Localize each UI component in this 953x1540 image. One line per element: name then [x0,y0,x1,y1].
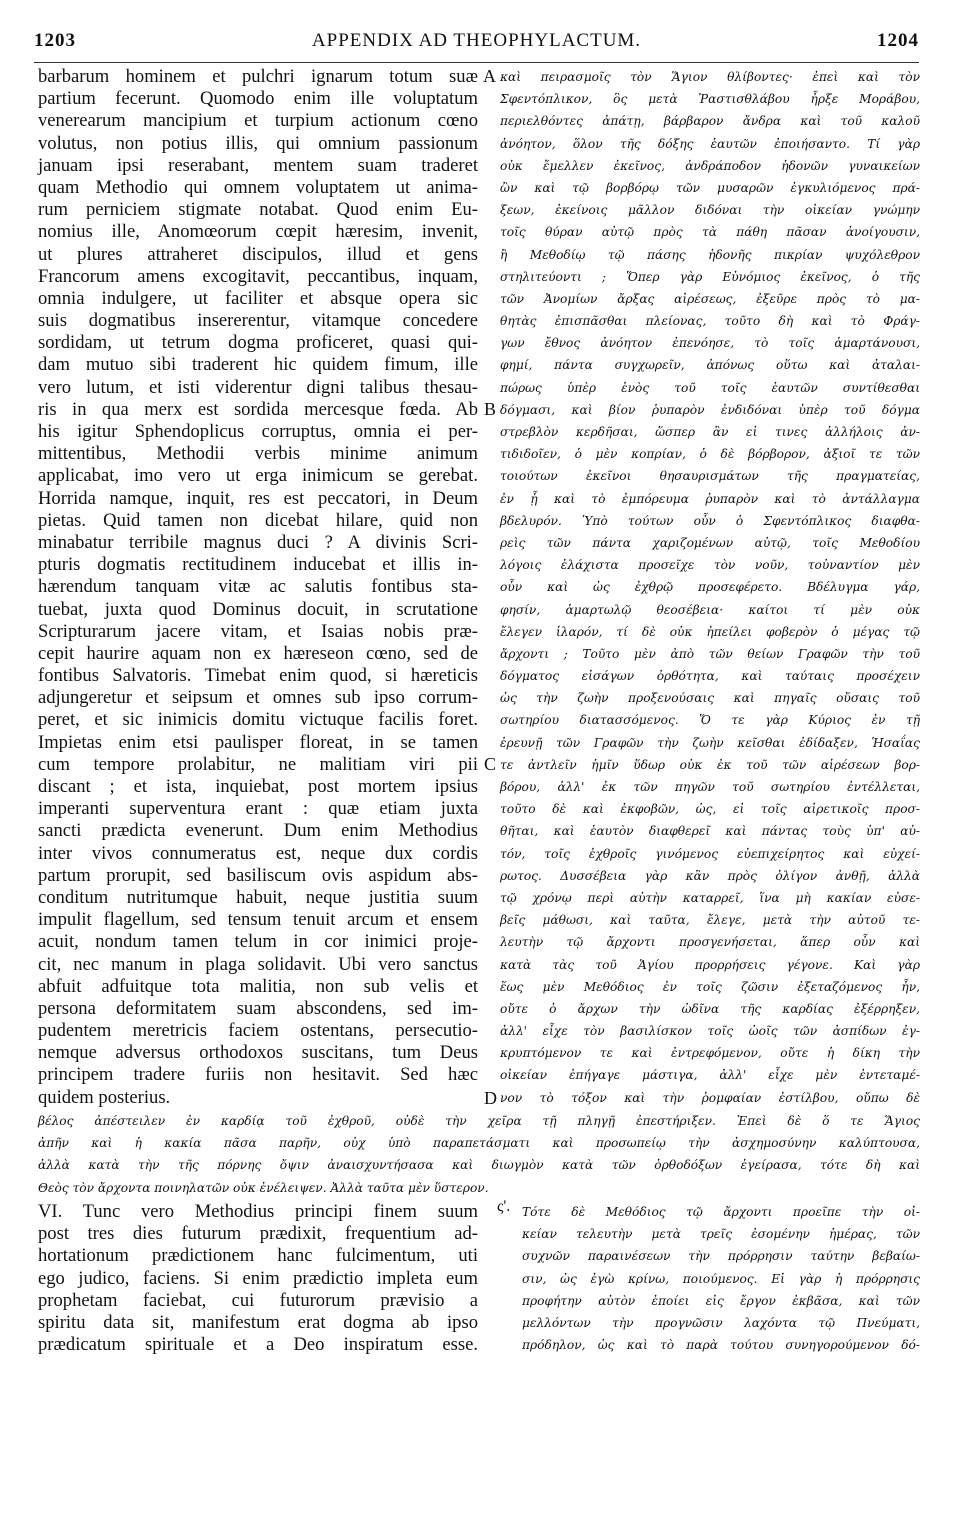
latin-line: his igitur Sphendoplicus corruptus, omnia ei per- [38,421,478,442]
latin-line: hortationum prædictionem hanc fulcimentum, uti [38,1245,478,1267]
greek-line: θητὰς ἐπισπᾶσθαι πλείονας, τοῦτο δὴ καὶ τὸ Φράγ- [500,314,920,329]
latin-line: principem tradere furiis non hesitavit. Sed hæc [38,1064,478,1086]
running-title: APPENDIX AD THEOPHYLACTUM. [311,30,642,51]
greek-line: ξεων, ἐκείνοις μᾶλλον διδόναι τὴν οἰκείαν γνώμην [500,203,920,218]
greek-line: πρόδηλον, ὡς καὶ τὸ παρὰ τούτου συνηγορούμενον δό- [522,1338,920,1353]
latin-line: imperanti superventura erant : quæ etiam juxta [38,798,478,820]
greek-line: Θεὸς τὸν ἄρχοντα ποινηλατῶν οὐκ ἐνέλειψεν. Ἀλλὰ ταῦτα μὲν ὕστερον. [38,1180,489,1195]
greek-line: συχνῶν παραινέσεων τὴν πρόρρησιν ταύτην βεβαίω- [522,1249,920,1264]
greek-line: ρωτος. Δυσσέβεια γὰρ κἂν πρὸς ὀλίγον ἀνθῇ, ἀλλὰ [500,868,920,883]
greek-line: τῷ χρόνῳ περὶ αὐτὴν καταρρεῖ, ἵνα μὴ κακίαν εὐσε- [500,890,920,905]
greek-line: δόγμασι, καὶ βίον ῥυπαρὸν ἐνδιδόναι ὑπὲρ τοῦ δόγμα [500,402,920,417]
greek-line: τοιούτων ἐκεῖνοι θησαυρισμάτων τῆς πραγματείας, [500,469,920,484]
latin-line: post tres dies futurum prædixit, frequentium ad- [38,1223,478,1245]
latin-line: spiritu data sit, manifestum erat dogma ab ipso [38,1311,478,1333]
latin-line: impulit flagellum, sed tensum tenuit arcum et ensem [38,909,478,931]
greek-line: φησίν, ἁμαρτωλῷ θεοσέβεια· καίτοι τί μὲν οὐκ [500,602,920,617]
greek-line: τῶν Ἀνομίων ἄρξας αἱρέσεως, ἐξεῦρε πρὸς τὸ μα- [500,291,920,306]
greek-line: βόρου, ἀλλ' ἐκ τῶν πηγῶν τοῦ σωτηρίου ἐντέλλεται, [500,780,920,794]
latin-line: venerearum mancipium et turpium actionum cœno [38,110,478,132]
latin-line: dam mutuo sibi traderent hic quidem fimum, ille [38,354,478,376]
latin-line: persona deformitatem suam abscondens, sed im- [38,997,478,1019]
greek-line: βεῖς μάθωσι, καὶ ταῦτα, ἔλεγε, μετὰ τὴν αὐτοῦ τε- [500,913,920,928]
latin-line: prophetam faciebat, cui futurorum prævisio a [38,1289,478,1311]
latin-line: adjungeretur et seipsum et omnes sub ipso corrum- [38,687,478,709]
latin-line: sordidam, ut tetrum dogma proficeret, quasi qui- [38,332,478,354]
greek-line: σωτηρίου διατασσόμενος. Ὅ τε γὰρ Κύριος ἐν τῇ [500,713,920,728]
greek-line: ἕως μὲν Μεθόδιος ἐν τοῖς ζῶσιν ἐξεταζόμενος ἦν, [500,979,920,994]
latin-line: Horrida namque, inquit, res est peccatori, in Deum [38,487,478,509]
greek-line: ἀλλὰ κατὰ τὴν τῆς πόρνης ὄψιν ἀναισχυντήσασα καὶ διωγμὸν κατὰ τῶν ὀρθοδόξων ἐγείρασα, τότε δὴ καὶ [38,1158,920,1173]
latin-line: ris in qua merx est sordida mercesque fœda. Ab [38,398,478,420]
section-mark: ς'. [497,1198,511,1215]
greek-column-top [500,66,920,1109]
greek-line: θῆται, καὶ ἑαυτὸν διαφθερεῖ καὶ πάντας τοὺς ὑπ' αὐ- [500,824,920,839]
latin-line: Francorum amens excogitavit, peccantibus, inquam, [38,265,478,287]
latin-line: cepit haurire aquam non ex hæreseon cœno, sed de [38,642,478,664]
latin-line: barbarum hominem et pulchri ignarum totum suæ [38,66,478,87]
header-rule [34,62,919,63]
latin-line: rum perniciem stigmate notabat. Quod enim Eu- [38,199,478,221]
latin-line: Impietas enim etsi paulisper floreat, in se tamen [38,731,478,753]
greek-line: ἐν ᾗ καὶ τὸ ἐμπόρευμα ῥυπαρὸν καὶ τὸ ἀντάλλαγμα [500,491,920,506]
latin-line: Scripturarum jacere vitam, et Isaias nobis præ- [38,620,478,642]
latin-line: suis dogmatibus insererentur, vitamque concedere [38,310,478,332]
latin-line: pudentem meretricis faciem ostentans, persecutio- [38,1020,478,1042]
greek-line: πώρως ὑπὲρ ἑνὸς τοῦ τοῖς ἑαυτῶν συντίθεσθαι [500,380,920,395]
latin-line: peret, et sic inimicis domitu victuque facilis foret. [38,709,478,731]
latin-line: nomius ille, Anomœorum cœpit hæresim, invenit, [38,221,478,243]
greek-line: στρεβλὸν κερδῆσαι, ὥσπερ ἂν εἰ τινες ἀλλήλοις ἀν- [500,425,920,439]
greek-line: ἔλεγεν ἱλαρόν, τί δὲ οὐκ ἠπείλει φοβερὸν ὁ μέγας τῷ [500,624,920,639]
latin-line: cum tempore prolabitur, ne malitiam viri pii [38,753,478,775]
latin-line: vero lutum, et isti viderentur digni talibus thesau- [38,376,478,398]
greek-line: οὔτε ὁ ἄρχων τὴν ὠδῖνα τῆς καρδίας ἐξέρρηξεν, [500,1001,920,1016]
greek-line: στηλιτεύοντι ; Ὅπερ γὰρ Εὐνόμιος ἐκεῖνος, ὁ τῆς [500,269,920,284]
greek-line: σιν, ὡς ἐγὼ κρίνω, ποιούμενος. Εἰ γὰρ ἡ πρόρρησις [522,1271,920,1286]
greek-line: βέλος ἀπέστειλεν ἐν καρδίᾳ τοῦ ἐχθροῦ, οὐδὲ τὴν χεῖρα τῇ πληγῇ ἐπεστήριξεν. Ἐπεὶ δὲ ὅ τε Ἅγιος [38,1114,920,1128]
greek-line: ὡς τὴν ζωὴν προξενούσαις καὶ πηγαῖς οὔσαις τοῦ [500,691,920,706]
latin-line: VI. Tunc vero Methodius principi finem suum [38,1201,478,1222]
greek-line: λευτὴν τῷ ἄρχοντι προσγενήσεται, ἅπερ οὖν καὶ [500,935,920,950]
greek-line: οἰκείαν ἐπήγαγε μάστιγα, ἀλλ' εἶχε μὲν ἐντεταμέ- [500,1068,920,1083]
greek-line: δόγματος εἰσάγων ὀρθότητα, καὶ ταύταις προσέχειν [500,669,920,684]
latin-line: cit, nec manum in plaga solidavit. Ubi vero sanctus [38,953,478,975]
latin-line: applicabat, imo vero ut erga inimicum se gerebat. [38,465,478,487]
latin-line: omnia indulgere, ut faciliter et absque opera sic [38,287,478,309]
greek-line: ἢ Μεθοδίῳ τῷ πάσης ἡδονῆς πικρίαν ψυχόλεθρον [500,247,920,262]
greek-line: γων ἔθνος ἀνόητον ἐπενόησε, τὸ τοῖς ἁμαρτάνουσι, [500,336,920,351]
latin-line: conditum nutritumque habuit, neque justitia suum [38,886,478,908]
greek-column-bottom [522,1201,920,1356]
latin-line: hærendum tanquam vitæ ac salutis fontibus sta- [38,576,478,598]
greek-line: ἄρχοντι ; Τοῦτο μὲν ἀπὸ τῶν θείων Γραφῶν τὴν τοῦ [500,646,920,661]
greek-line: ἀλλ' εἶχε τὸν βασιλίσκον τοῖς ὠοῖς τῶν ἀσπίδων ἐγ- [500,1024,920,1039]
greek-line: οὖν καὶ ὡς ἐχθρῷ προσεφέρετο. Βδέλυγμα γάρ, [500,580,920,595]
greek-line: καὶ πειρασμοῖς τὸν Ἅγιον θλίβοντες· ἐπεὶ καὶ τὸν [500,70,920,84]
greek-line: κρυπτόμενον τε καὶ ἐντρεφόμενον, οὔτε ἡ δίκη τὴν [500,1046,920,1061]
greek-line: τοῦτο δὲ καὶ ἐκφοβῶν, ὡς, εἰ τοῖς αἱρετικοῖς προσ- [500,802,920,817]
latin-line: abfuit adfuitque tota malitia, non sub velis et [38,975,478,997]
margin-marker-d: D [484,1088,497,1108]
page-number-right: 1204 [877,30,919,51]
latin-line: quam Methodio qui omnem voluptatem ut anima- [38,176,478,198]
latin-line: ego judico, faciens. Si enim prædictio impleta eum [38,1267,478,1289]
greek-line: κατὰ τὰς τοῦ Ἁγίου προρρήσεις γέγονε. Καὶ γὰρ [500,957,920,972]
latin-line: volutus, non potius illis, qui omnium passionum [38,132,478,154]
greek-line: ἀπῆν καὶ ἡ κακία πᾶσα παρῆν, οὐχ ὑπὸ παραπετάσματι καὶ προσωπείῳ τὴν ἀσχημοσύνην καλύπτουσα, [38,1136,920,1151]
latin-line: mittentibus, Methodii verbis minime animum [38,443,478,465]
greek-line: ἀνόητον, ὅλον τῆς δόξης ἑαυτῶν ἐποιήσαντο. Τί γὰρ [500,136,920,151]
greek-line: τε ἀντλεῖν ἡμῖν ὕδωρ οὐκ ἐκ τοῦ τῶν αἱρέσεων βορ- [500,757,920,772]
latin-line: tuebat, juxta quod Dominus docuit, in scrutatione [38,598,478,620]
greek-line: λόγοις ἐλάχιστα προσεῖχε τὸν νοῦν, τοὐναντίον μὲν [500,558,920,573]
latin-line: partum prorupit, sed basiliscum ovis aspidum abs- [38,864,478,886]
greek-line: τόν, τοῖς ἐχθροῖς γινόμενος εὐεπιχείρητος καὶ εὐχεί- [500,846,920,861]
greek-line: τοῖς θύραν αὐτῷ πρὸς τὰ πάθη πᾶσαν ἀνοίγουσιν, [500,225,920,240]
latin-line: inter vivos connumeratus est, neque dux cordis [38,842,478,864]
greek-line: φημί, πάντα συγχωρεῖν, ἀπόνως οὕτω καὶ ἀταλαι- [500,358,920,373]
margin-marker-b: B [484,399,497,419]
greek-line: βδελυρόν. Ὑπὸ τούτων οὖν ὁ Σφεντόπλικος διαφθα- [500,513,920,528]
latin-line: prædicatum spirituale et a Deo inspiratum esse. [38,1334,478,1356]
greek-line: προφήτην αὐτὸν ἐποίει εἰς ἔργον ἐκβᾶσα, καὶ τῶν [522,1293,920,1308]
greek-line: Τότε δὲ Μεθόδιος τῷ ἄρχοντι προεῖπε τὴν οἰ- [522,1205,920,1219]
greek-line: νον τὸ τόξον καὶ τὴν ῥομφαίαν ἐστίλβου, οὔπω δὲ [500,1090,920,1105]
latin-column-bottom [38,1201,478,1356]
latin-line: acuit, nondum tamen telum in cor inimici proje- [38,931,478,953]
greek-line: ρεὶς τῶν πάντα χαριζομένων αὐτῷ, τοῖς Μεθοδίου [500,535,920,550]
margin-marker-a: A [483,66,496,86]
greek-line: μελλόντων τὴν προγνῶσιν λαχόντα τῷ Πνεύματι, [522,1315,920,1330]
greek-line: οὐκ ἔμελλεν ἐκεῖνος, ἀνδράποδον ἡδονῶν γυναικείων [500,158,920,173]
latin-column-top [38,66,478,1109]
latin-line: sancti prædicta evenerunt. Dum enim Methodius [38,820,478,842]
latin-line: pturis dogmatis rectitudinem inducebat et illis in- [38,554,478,576]
latin-line: januam ipsi reserabant, mentem suam traderet [38,154,478,176]
greek-line: ἐρευνῇ τῶν Γραφῶν τὴν ζωὴν κεῖσθαι ἐδίδαξεν, Ἡσαΐας [500,735,920,750]
latin-line: pietas. Quid tamen non dicebat hilare, quid non [38,509,478,531]
greek-line: περιελθόντες ἀπάτῃ, βάρβαρον ἄνδρα καὶ τοῦ καλοῦ [500,114,920,129]
running-header [34,30,919,60]
greek-line: ὢν καὶ τῷ βορβόρῳ τῶν μυσαρῶν ἐγκυλιόμενος πρά- [500,180,920,195]
greek-line: Σφεντόπλικον, ὃς μετὰ Ῥαστισθλάβου ἦρξε Μοράβου, [500,92,920,107]
greek-line: τιδιδοῖεν, ὁ μὲν κοπρίαν, ὁ δὲ βόρβορον, ἀξιοῖ τε τῶν [500,447,920,462]
greek-line: κείαν τελευτὴν μετὰ τρεῖς ἐσομένην ἡμέρας, τῶν [522,1227,920,1242]
latin-line: nemque adversus orthodoxos suscitans, tum Deus [38,1042,478,1064]
latin-line: minabatur terribile magnus duci ? A divinis Scri- [38,531,478,553]
margin-marker-c: C [484,754,497,774]
latin-line: fontibus Salvatoris. Timebat enim quod, si hæreticis [38,665,478,687]
latin-line: discant ; et ista, inquiebat, post mortem ipsius [38,776,478,797]
latin-line: quidem posterius. [38,1086,171,1108]
greek-fullwidth-block [38,1110,920,1199]
latin-line: ut plures attraheret discipulos, illud et gens [38,243,478,265]
page-number-left: 1203 [34,30,76,51]
latin-line: partium fecerunt. Quomodo enim ille voluptatum [38,88,478,110]
